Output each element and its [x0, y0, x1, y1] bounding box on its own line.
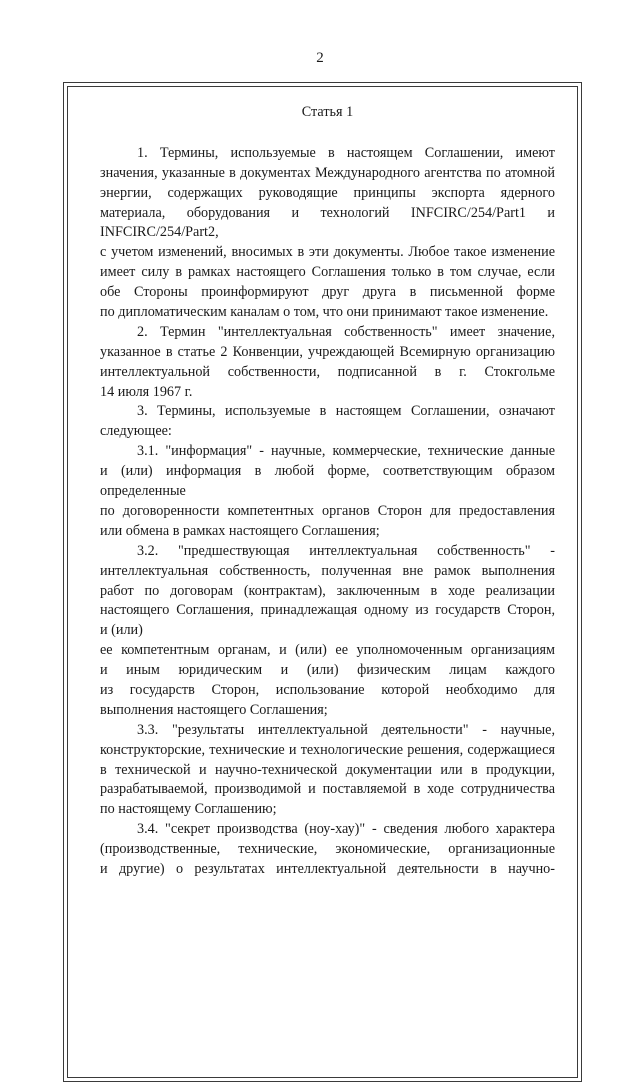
text-line: обе Стороны проинформируют друг друга в письменной форме [100, 284, 555, 301]
text-line: и другие) о результатах интеллектуальной деятельности в научно- [100, 860, 555, 877]
text-line: или обмена в рамках настоящего Соглашения; [100, 522, 380, 539]
text-line: и (или) информация в любой форме, соответствующим образом [100, 463, 555, 480]
text-line: 3.2. "предшествующая интеллектуальная собственность" - [137, 542, 555, 559]
text-line: энергии, содержащих руководящие принципы экспорта ядерного [100, 184, 555, 201]
article-text [100, 144, 555, 880]
text-line: 1. Термины, используемые в настоящем Соглашении, имеют [137, 144, 555, 161]
text-line: разрабатываемой, производимой и поставляемой в ходе сотрудничества [100, 781, 555, 798]
text-line: с учетом изменений, вносимых в эти документы. Любое такое изменение [100, 244, 555, 261]
text-line: и (или) [100, 622, 143, 639]
text-line: в технической и научно-технической документации или в продукции, [100, 761, 555, 778]
text-line: 3. Термины, используемые в настоящем Соглашении, означают [137, 403, 555, 420]
text-line: 3.4. "секрет производства (ноу-хау)" - сведения любого характера [137, 821, 555, 838]
text-line: по договоренности компетентных органов Сторон для предоставления [100, 502, 555, 519]
text-line: выполнения настоящего Соглашения; [100, 701, 328, 718]
text-line: 2. Термин "интеллектуальная собственность" имеет значение, [137, 323, 555, 340]
text-line: 3.3. "результаты интеллектуальной деятельности" - научные, [137, 721, 555, 738]
text-line: материала, оборудования и технологий INFCIRC/254/Part1 и [100, 204, 555, 221]
text-line: конструкторские, технические и технологические решения, содержащиеся [100, 741, 555, 758]
text-line: по дипломатическим каналам о том, что они принимают такое изменение. [100, 304, 549, 321]
article-title: Статья 1 [301, 104, 354, 120]
text-line: ее компетентным органам, и (или) ее уполномоченным организациям [100, 642, 555, 659]
text-line: и иным юридическим и (или) физическим лицам каждого [100, 662, 555, 679]
text-line: интеллектуальной собственности, подписанной в г. Стокгольме [100, 363, 555, 380]
text-line: указанное в статье 2 Конвенции, учреждающей Всемирную организацию [100, 343, 555, 360]
text-line: значения, указанные в документах Международного агентства по атомной [100, 164, 555, 181]
document-body [100, 103, 555, 880]
text-line: из государств Сторон, использование которой необходимо для [100, 681, 555, 698]
text-line: (производственные, технические, экономические, организационные [100, 841, 555, 858]
text-line: следующее: [100, 423, 172, 440]
text-line: INFCIRC/254/Part2, [100, 224, 219, 241]
text-line: интеллектуальная собственность, полученная вне рамок выполнения [100, 562, 555, 579]
page-number: 2 [316, 50, 324, 66]
text-line: работ по договорам (контрактам), заключенным в ходе реализации [100, 582, 555, 599]
text-line: по настоящему Соглашению; [100, 801, 277, 818]
text-line: имеет силу в рамках настоящего Соглашения только в том случае, если [100, 264, 555, 281]
text-line: настоящего Соглашения, принадлежащая одному из государств Сторон, [100, 602, 555, 619]
text-line: 14 июля 1967 г. [100, 383, 193, 400]
text-line: определенные [100, 483, 186, 500]
text-line: 3.1. "информация" - научные, коммерческие, технические данные [137, 443, 555, 460]
